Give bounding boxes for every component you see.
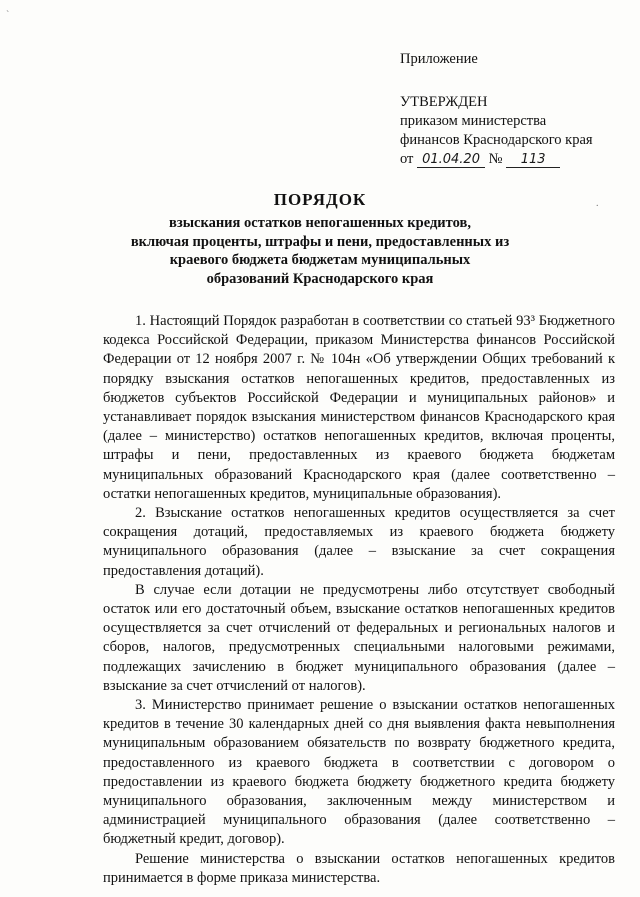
- title-subline: включая проценты, штрафы и пени, предоставленных из: [130, 233, 510, 250]
- paragraph-3: В случае если дотации не предусмотрены либо отсутствует свободный остаток или его достаточный объем, взыскание остатков непогашенных кредитов осуществляется за счет отчислений от федеральных и региональных налогов и сборов, налогов, предусмотренных специальными налоговыми режимами, подлежащих зачислению в бюджет муниципального образования (далее – взыскание за счет отчислений от налогов).: [103, 581, 615, 694]
- approval-block: [400, 50, 630, 169]
- document-body: [103, 312, 615, 888]
- from-label: от: [400, 151, 414, 167]
- approved-by-line2: финансов Краснодарского края: [400, 132, 593, 148]
- scan-mark: `: [6, 10, 10, 21]
- title-subline: краевого бюджета бюджетам муниципальных: [169, 252, 471, 268]
- number-label: №: [488, 151, 503, 167]
- approved-label: УТВЕРЖДЕН: [400, 94, 488, 110]
- scan-mark: .: [596, 198, 599, 209]
- approval-date-number: [400, 150, 630, 169]
- handwritten-number: 113: [506, 152, 560, 168]
- document-title: [0, 190, 640, 288]
- paragraph-2: 2. Взыскание остатков непогашенных кредитов осуществляется за счет сокращения дотаций, предоставляемых из краевого бюджета бюджету муниципального образования (далее – взыскание за счет сокращения предоставления дотаций).: [103, 505, 615, 579]
- attachment-label: Приложение: [400, 51, 478, 67]
- handwritten-date: 01.04.20: [417, 152, 485, 168]
- paragraph-5: Решение министерства о взыскании остатков непогашенных кредитов принимается в форме приказа министерства.: [103, 850, 615, 886]
- title-subline: образований Краснодарского края: [206, 270, 434, 287]
- title-main: ПОРЯДОК: [273, 190, 367, 209]
- approved-by-line1: приказом министерства: [400, 113, 547, 129]
- paragraph-4: 3. Министерство принимает решение о взыскании остатков непогашенных кредитов в течение 30 календарных дней со дня выявления факта невыполнения муниципальным образованием обязательств по возврату бюджетного кредита, предоставленного из краевого бюджета в соответствии с договором о предоставлении из краевого бюджета бюджету бюджетного кредита бюджету муниципального образования, заключенным между министерством и администрацией муниципального образования (далее соответственно – бюджетный кредит, договор).: [103, 697, 615, 848]
- paragraph-1: 1. Настоящий Порядок разработан в соответствии со статьей 93³ Бюджетного кодекса Российской Федерации, приказом Министерства финансов Российской Федерации от 12 ноября 2007 г. № 104н «Об утверждении Общих требований к порядку взыскания остатков непогашенных кредитов, предоставленных из бюджетов субъектов Российской Федерации и муниципальных районов» и устанавливает порядок взыскания министерством финансов Краснодарского края (далее – министерство) остатков непогашенных кредитов, включая проценты, штрафы и пени, предоставленных из краевого бюджета бюджетам муниципальных образований Краснодарского края (далее соответственно – остатки непогашенных кредитов, муниципальные образования).: [103, 313, 615, 502]
- title-subline: взыскания остатков непогашенных кредитов,: [169, 215, 471, 231]
